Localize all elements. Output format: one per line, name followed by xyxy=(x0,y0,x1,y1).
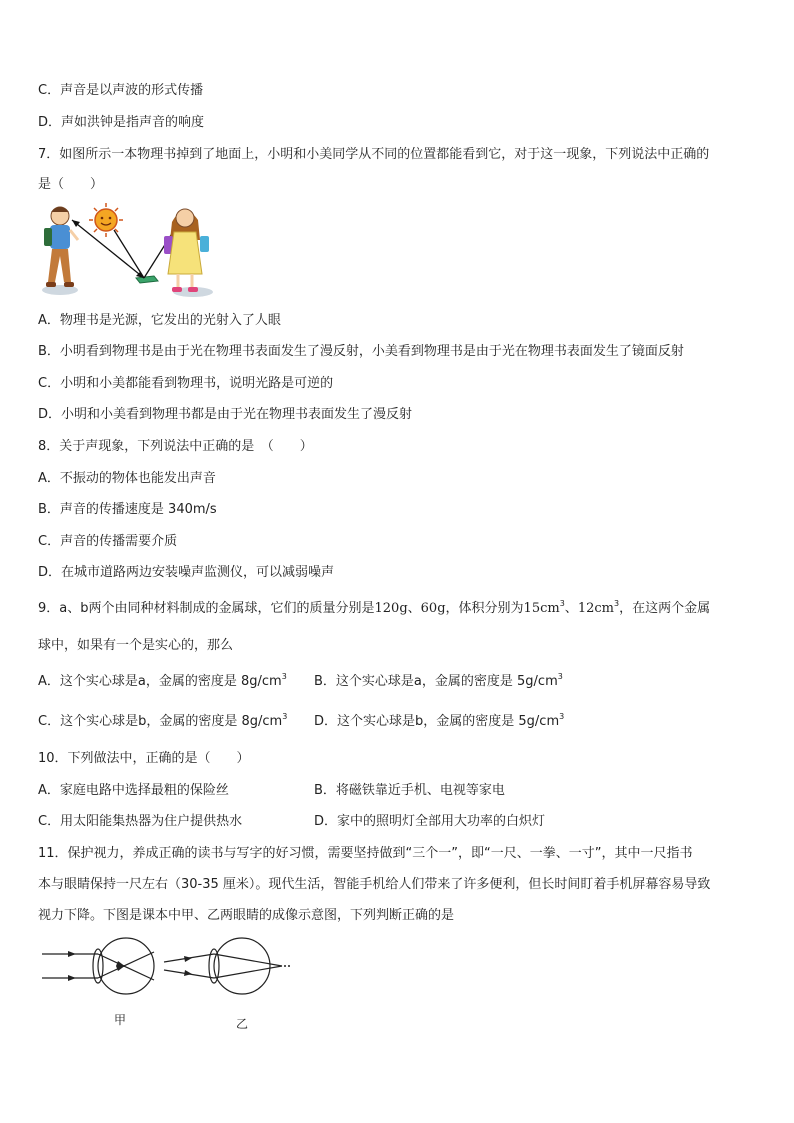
q9-option-d xyxy=(314,713,564,731)
q9-stem-line2: 球中，如果有一个是实心的，那么 xyxy=(38,638,234,653)
q7-stem-line1: 7．如图所示一本物理书掉到了地面上，小明和小美同学从不同的位置都能看到它，对于这一现象，下列说法中正确的 xyxy=(38,147,710,162)
q9-volume-a-exp: 3 xyxy=(559,599,565,608)
q7-option-b: B．小明看到物理书是由于光在物理书表面发生了漫反射，小美看到物理书是由于光在物理书表面发生了镜面反射 xyxy=(38,344,684,359)
q11-eye-diagram xyxy=(38,936,298,1032)
boy-figure xyxy=(44,207,78,287)
q9-option-d-exp: 3 xyxy=(559,712,565,721)
q7-option-d: D．小明和小美看到物理书都是由于光在物理书表面发生了漫反射 xyxy=(38,407,413,422)
q9-option-c-exp: 3 xyxy=(282,712,288,721)
q9-stem-part-c: ，在这两个金属 xyxy=(619,601,711,616)
q9-option-a-exp: 3 xyxy=(281,672,287,681)
q9-option-c-text: C．这个实心球是b，金属的密度是 8g/cm xyxy=(38,714,283,729)
q10-option-a: A．家庭电路中选择最粗的保险丝 xyxy=(38,783,229,798)
q8-option-c: C．声音的传播需要介质 xyxy=(38,534,178,549)
q8-stem: 8．关于声现象，下列说法中正确的是 （ ） xyxy=(38,439,313,454)
q9-volume-b: 12cm xyxy=(577,601,614,616)
q7-stem-line2: 是（ ） xyxy=(38,177,104,192)
q9-stem-line1 xyxy=(38,600,710,618)
q6-option-d: D．声如洪钟是指声音的响度 xyxy=(38,115,205,130)
q9-sep1: 、 xyxy=(407,601,421,616)
eye-jia-figure xyxy=(42,938,154,994)
q10-stem: 10．下列做法中，正确的是（ ） xyxy=(38,751,250,766)
q7-option-a: A．物理书是光源，它发出的光射入了人眼 xyxy=(38,313,281,328)
label-jia: 甲 xyxy=(114,1013,127,1027)
q9-option-b-text: B．这个实心球是a，金属的密度是 5g/cm xyxy=(314,674,558,689)
q9-option-a-text: A．这个实心球是a，金属的密度是 8g/cm xyxy=(38,674,282,689)
q11-stem-line2: 本与眼睛保持一尺左右（30-35 厘米）。现代生活，智能手机给人们带来了许多便利，但长时间盯着手机屏幕容易导致 xyxy=(38,877,711,892)
book-icon xyxy=(136,276,158,283)
sun-icon xyxy=(89,203,123,237)
girl-figure xyxy=(164,209,209,292)
q9-stem-part-b: ，体积分别为 xyxy=(445,601,524,616)
label-yi: 乙 xyxy=(236,1017,249,1031)
q9-option-b-exp: 3 xyxy=(557,672,563,681)
q9-volume-b-exp: 3 xyxy=(613,599,620,608)
q8-option-b: B．声音的传播速度是 340m/s xyxy=(38,502,217,517)
q9-stem-part-a: 9．a、b两个由同种材料制成的金属球，它们的质量分别是 xyxy=(38,601,375,616)
q9-mass-b: 60g xyxy=(420,601,446,616)
q11-stem-line3: 视力下降。下图是课本中甲、乙两眼睛的成像示意图，下列判断正确的是 xyxy=(38,908,455,923)
q9-sep2: 、 xyxy=(564,601,578,616)
q9-option-c xyxy=(38,713,287,731)
q9-option-b xyxy=(314,673,563,691)
q8-option-d: D．在城市道路两边安装噪声监测仪，可以减弱噪声 xyxy=(38,565,335,580)
q9-option-a xyxy=(38,673,287,691)
eye-yi-figure xyxy=(164,938,282,994)
q7-option-c: C．小明和小美都能看到物理书，说明光路是可逆的 xyxy=(38,376,334,391)
q8-option-a: A．不振动的物体也能发出声音 xyxy=(38,471,216,486)
q9-volume-a: 15cm xyxy=(523,601,560,616)
q10-option-d: D．家中的照明灯全部用大功率的白炽灯 xyxy=(314,814,546,829)
q9-option-d-text: D．这个实心球是b，金属的密度是 5g/cm xyxy=(314,714,560,729)
q10-option-c: C．用太阳能集热器为住户提供热水 xyxy=(38,814,243,829)
light-rays xyxy=(72,220,178,278)
q6-option-c: C．声音是以声波的形式传播 xyxy=(38,83,204,98)
q11-stem-line1: 11．保护视力，养成正确的读书与写字的好习惯，需要坚持做到“三个一”，即“一尺、一拳、一寸”，其中一尺指书 xyxy=(38,846,693,861)
q9-mass-a: 120g xyxy=(374,601,408,616)
q10-option-b: B．将磁铁靠近手机、电视等家电 xyxy=(314,783,505,798)
q7-reflection-figure xyxy=(38,200,220,302)
